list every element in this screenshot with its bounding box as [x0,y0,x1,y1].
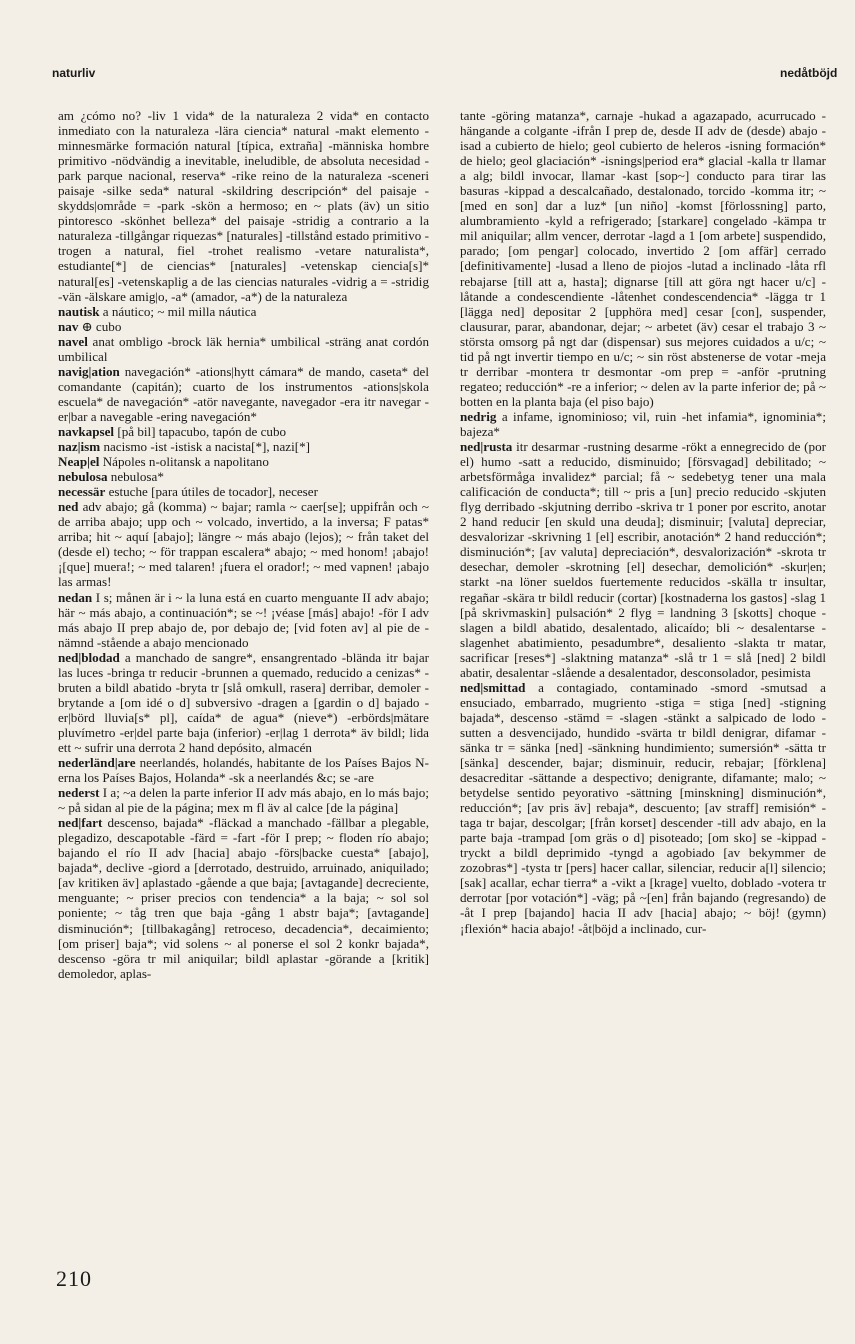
entry-definition: Nápoles n-olitansk a napolitano [102,454,269,470]
dictionary-entry [460,409,826,439]
dictionary-entry [58,650,429,755]
dictionary-entry [58,439,429,454]
dictionary-entry [460,680,826,936]
entry-headword: nederländ|are [58,755,136,771]
dictionary-entry [58,424,429,439]
entry-headword: nautisk [58,303,100,319]
entry-headword: ned [58,499,79,515]
entry-definition: neerlandés, holandés, habitante de los Países Bajos N-erna los Países Bajos, Holanda* -sk a neerlandés &c; se -are [58,755,429,786]
dictionary-entry [58,590,429,650]
entry-headword: naz|ism [58,439,101,455]
entry-definition: descenso, bajada* -fläckad a manchado -fällbar a plegable, plegadizo, descapotable -färd = -fart -för I prep; ~ floden río abajo; bajando el río II adv [hacia] abajo -förs|backe cuesta* [abajo], bajada*, declive -giord a [derrotado, destruido, arruinado, aniquilado; [av kritiken äv] aplastado -gående a que baja; [avtagande] decreciente, menguante; ~ priser precios con tendencia* a la baja; ~ sol sol poniente; ~ tåg tren que baja -gång 1 abstr baja*; [avtagande] disminución*; [tillbakagång] retroceso, decadencia*, decaimiento; [om priser] baja*; vid solens ~ al ponerse el sol 2 konkr bajada*, descenso -göra tr mil aniquilar; bildl aplastar -görande a [kritik] demoledor, aplas- [58,815,429,981]
entry-headword: ned|fart [58,815,103,831]
entry-headword: Neap|el [58,454,100,470]
entry-definition: [på bil] tapacubo, tapón de cubo [117,423,287,439]
left-column [58,108,429,981]
entry-definition: tante -göring matanza*, carnaje -hukad a agazapado, acurrucado -hängande a colgante -ifrån I prep de, desde II adv de (desde) abajo -isad a cubierto de hielo; geol cubierto de heleros -isning formación* de hielo; geol glaciación* -isnings|period era* glacial -kalla tr llamar a alg; bildl invocar, llamar -kast [sop~] conducto para tirar las basuras -kippad a descalcañado, destalonado, torcido -komma itr; ~ [med en son] dar a luz* [un niño] -komst [förlossning] parto, alumbramiento -kyld a refrigerado; [starkare] congelado -kämpa tr mil aniquilar; allm vencer, derrotar -lagd a 1 [om arbete] suspendido, parado; [om pengar] colocado, invertido 2 [om affär] cerrado [definitivamente] -lusad a lleno de piojos -lutad a inclinado -låta rfl rebajarse [till att a, hasta]; dignarse [till att göra ngt hacer u/c] -låtande a condescendiente -låtenhet condescendencia* -lägga tr 1 [lägga ned] depositar 2 [upphöra med] cesar [con], suspender, clausurar, parar, abandonar, dejar; ~ arbetet (äv) cesar el trabajo 3 ~ största omsorg på ngt dar (dispensar) sus mejores cuidados a u/c; ~ tid på ngt invertir tiempo en u/c; ~ sin röst abstenerse de votar -meja tr derribar -montera tr desmontar -om prep = -anför -prutning regateo; reducción* -re a inferior; ~ delen av la parte inferior de; på ~ botten en la planta baja (el piso bajo) [460,108,826,409]
entry-definition: nacismo -ist -istisk a nacista[*], nazi[*] [103,439,310,455]
dictionary-entry [58,499,429,589]
entry-definition: a contagiado, contaminado -smord -smutsad a ensuciado, embarrado, mugriento -stiga = stiga [ned] -stigning bajada*, descenso -stämd = -slagen -stänkt a salpicado de lodo -sutten a desvencijado, hundido -svärta tr bildl denigrar, difamar -sänka tr = sänka [ned] -sänkning hundimiento; sumersión* -sätta tr [sänka] descender, bajar; disminuir, reducir, rebajar; [förklena] desacreditar -sättande a despectivo; denigrante, difamante; malo; ~ betydelse sentido peyorativo -sättning [minskning] disminución*, reducción*; [av pris äv] rebaja*, descuento; [av straff] remisión* -taga tr bajar, descolgar; [från korset] descender -till adv abajo, en la parte baja -trampad [om gräs o d] pisoteado; [om sko] se -kippad -tryckt a bildl deprimido -tyngd a agobiado [av bekymmer de zozobras*] -tysta tr [pers] hacer callar, silenciar, reducir a[l] silencio; [sak] acallar, echar tierra* a -vikt a [krage] vuelto, doblado -votera tr derrotar [por votación*] -väg; på ~[en] från bajando (regresando) de -åt I prep [bajando] hacia II adv [hacia] abajo; ~ böj! (gymn) ¡flexión* hacia abajo! -åt|böjd a inclinado, cur- [460,679,826,936]
entry-definition: nebulosa* [110,469,164,485]
entry-definition: adv abajo; gå (komma) ~ bajar; ramla ~ caer[se]; uppifrån och ~ de arriba abajo; upp och ~ volcado, invertido, a la inversa; F patas* arriba; hit ~ aquí [abajo]; längre ~ más abajo (lejos); ~ från taket del (desde el) techo; ~ för trappan escalera* abajo; ~ med honom! ¡abajo! ¡[que] muera!; ~ med talaren! ¡fuera el orador!; ~ med vapnen! ¡abajo las armas! [58,499,429,590]
dictionary-entry [58,755,429,785]
page-number: 210 [56,1266,92,1291]
entry-definition: a náutico; ~ mil milla náutica [102,303,257,319]
dictionary-entry [58,108,429,304]
entry-definition: estuche [para útiles de tocador], neceser [108,484,318,500]
entry-definition: am ¿cómo no? -liv 1 vida* de la naturaleza 2 vida* en contacto inmediato con la naturaleza -lära ciencia* natural -makt elemento -minnesmärke formación natural [típica, extraña] -människa hombre primitivo -nödvändig a inevitable, ineludible, de absoluta necesidad -park parque nacional, reserva* -rike reino de la naturaleza -sceneri paisaje -silke seda* natural -skildring descripción* del paisaje -skydds|område = -park -skön a hermoso; en ~ plats (äv) un sitio pintoresco -skönhet belleza* del paisaje -stridig a contrario a la naturaleza -tillgångar riquezas* [naturales] -tillstånd estado primitivo -trogen a natural, fiel -trohet realismo -vetare naturalista*, estudiante[*] de ciencias* [naturales] -vetenskap ciencia[s]* natural[es] -vetenskaplig a de las ciencias naturales -vidrig a = -stridig -vän -älskare amig|o, -a* (amador, -a*) de la naturaleza [58,108,429,304]
entry-definition: anat ombligo -brock läk hernia* umbilical -sträng anat cordón umbilical [58,333,429,364]
left-guide-word: naturliv [52,66,96,80]
entry-definition: a infame, ignominioso; vil, ruin -het infamia*, ignominia*; bajeza* [460,408,826,439]
dictionary-entry [58,319,429,334]
entry-headword: nedrig [460,408,497,424]
entry-headword: navel [58,333,88,349]
entry-headword: nedan [58,589,93,605]
entry-definition: ⊕ cubo [81,318,122,334]
entry-headword: ned|rusta [460,439,513,455]
entry-definition: I a; ~a delen la parte inferior II adv más abajo, en lo más bajo; ~ på sidan al pie de la página; mex m fl äv al calce [de la página] [58,785,429,816]
entry-headword: nederst [58,785,100,801]
entry-headword: ned|blodad [58,649,120,665]
dictionary-entry [58,364,429,424]
dictionary-entry [58,815,429,981]
entry-definition: navegación* -ations|hytt cámara* de mando, caseta* del comandante (capitán); cuarto de los instrumentos -ations|skola escuela* de navegación* -atör navegante, navegador -era itr navegar -er|bar a navegable -ering navegación* [58,363,429,424]
entry-definition: I s; månen är i ~ la luna está en cuarto menguante II adv abajo; här ~ más abajo, a continuación*; se ~! ¡véase [más] abajo! -för I adv más abajo II prep abajo de, por debajo de; [vid foten av] al pie de -nämnd -stående a abajo mencionado [58,589,429,650]
entry-headword: ned|smittad [460,679,526,695]
entry-headword: nav [58,318,79,334]
dictionary-entry [58,484,429,499]
dictionary-entry [460,439,826,680]
dictionary-entry [58,454,429,469]
entry-headword: navig|ation [58,363,120,379]
entry-definition: itr desarmar -rustning desarme -rökt a ennegrecido de (por el) humo -satt a reducido, disminuido; [försvagad] debilitado; ~ arbetsförmåga invalidez* parcial; få ~ sedebetyg tener una mala calificación de conducta*; till ~ pris a [un] precio reducido -skjuten flyg derribado -skjutning derribo -skriva tr 1 poner por escrito, anotar 2 hand reducir [en skuld una deuda]; disminuir; [valuta] depreciar, desvalorizar -skrivning 1 [el] escribir, anotación* 2 hand reducción*; disminución*; [av valuta] depreciación*, desvalorización* -skrota tr desechar, demoler -skrotning [el] desechar, demolición* -skur|en; starkt -na löner sueldos fuertemente reducidos -skälla tr insultar, regañar -skära tr bildl reducir (cortar) [kostnaderna los gastos] -slag 1 [på skrivmaskin] pulsación* 2 flyg = landning 3 [skotts] choque -slagen a bildl abatido, desalentado, alicaído; bli ~ desalentarse -slagenhet abatimiento, pesadumbre*, desaliento -slakta tr matar, sacrificar [reses*] -slaktning matanza* -slå tr 1 = slå [ned] 2 bildl abatir, desalentar -slående a desalentador, desconsolador, pesimista [460,439,826,680]
entry-definition: a manchado de sangre*, ensangrentado -blända itr bajar las luces -bringa tr reducir -brunnen a quemado, reducido a cenizas* -bruten a bildl abatido -bryta tr [slå omkull, rasera] derribar, demoler -brytande a [om idé o d] subversivo -dragen a [gardin o d] bajado -er|börd lluvia[s* pl], caída* de agua* (nieve*) -erbörds|mätare pluvímetro -er|del parte baja (inferior) -er|lag 1 derrota* äv bildl; lida ett ~ sufrir una derrota 2 hand depósito, almacén [58,649,429,755]
entry-headword: navkapsel [58,423,115,439]
dictionary-entry [58,785,429,815]
right-column [460,108,826,936]
entry-headword: necessär [58,484,106,500]
dictionary-entry [58,334,429,364]
dictionary-entry [58,469,429,484]
right-guide-word: nedåtböjd [780,66,838,80]
dictionary-entry [460,108,826,409]
dictionary-entry [58,304,429,319]
entry-headword: nebulosa [58,469,108,485]
